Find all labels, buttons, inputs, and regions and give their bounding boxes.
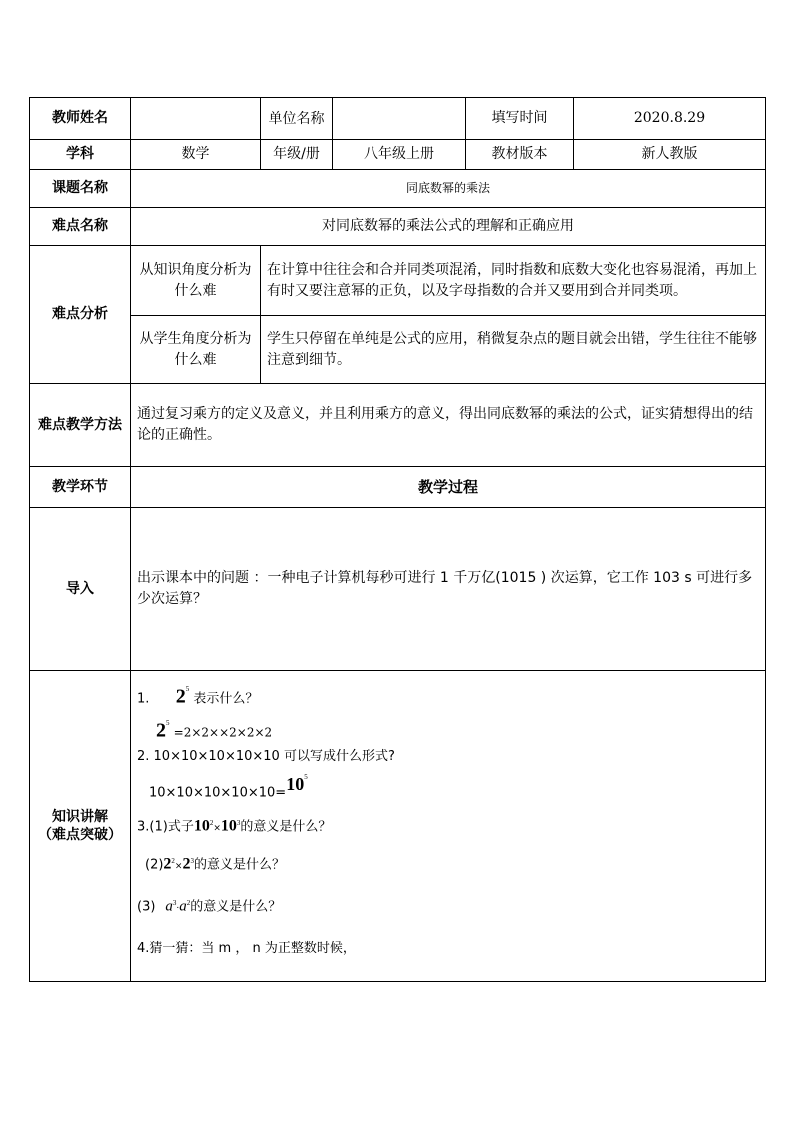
topic-label: 课题名称 <box>30 170 131 208</box>
intro-text: 出示课本中的问题 ：一种电子计算机每秒可进行 1 千万亿(1015 ) 次运算，它工作 103 s 可进行多少次运算？ <box>131 508 766 671</box>
topic-value: 同底数幂的乘法 <box>131 170 766 208</box>
q3-1-times: × <box>213 823 221 834</box>
row-teacher-info <box>30 98 766 140</box>
q1-text: 表示什么？ <box>193 691 259 707</box>
a2-base: 10 <box>286 774 305 795</box>
row-analysis-student <box>30 316 766 384</box>
analysis-label: 难点分析 <box>30 246 131 384</box>
process-label: 教学环节 <box>30 467 131 508</box>
a2-text: 10×10×10×10×10= <box>149 785 287 801</box>
q1-base: 2 <box>175 685 186 708</box>
student-angle-text: 学生只停留在单纯是公式的应用，稍微复杂点的题目就会出错，学生往往不能够注意到细节。 <box>261 316 766 384</box>
q3-3-suffix: 的意义是什么？ <box>190 899 282 915</box>
q3-1-suffix: 的意义是什么？ <box>240 819 332 835</box>
knowledge-label: 知识讲解 <box>52 809 108 825</box>
subject-label: 学科 <box>30 140 131 170</box>
knowledge-label-sub: （难点突破） <box>38 827 122 843</box>
q3-2-exp-a: 2 <box>171 857 175 865</box>
q3-3-exp-a: 3 <box>172 899 177 907</box>
row-method <box>30 384 766 467</box>
question-3-1 <box>137 805 759 841</box>
question-3-2 <box>137 841 759 881</box>
difficulty-label: 难点名称 <box>30 208 131 246</box>
q3-2-base-a: 2 <box>163 855 172 873</box>
knowledge-angle-label: 从知识角度分析为什么难 <box>131 246 261 316</box>
q3-2-suffix: 的意义是什么？ <box>193 857 285 873</box>
a1-base: 2 <box>156 719 166 742</box>
knowledge-label-cell <box>30 671 131 982</box>
teacher-label: 教师姓名 <box>30 98 131 140</box>
q3-2-times: × <box>174 861 183 872</box>
knowledge-content <box>131 671 766 982</box>
a2-exponent: 5 <box>304 773 308 781</box>
question-4: 4.猜一猜：当 m ， n 为正整数时候， <box>137 941 356 956</box>
q3-3-base-b: a <box>179 898 187 915</box>
q3-1-base-a: 10 <box>193 817 210 835</box>
grade-value: 八年级上册 <box>333 140 466 170</box>
q3-2-prefix: (2) <box>145 857 164 873</box>
unit-value <box>333 98 466 140</box>
answer-1 <box>137 713 759 745</box>
process-title: 教学过程 <box>131 467 766 508</box>
edition-label: 教材版本 <box>466 140 574 170</box>
row-process-header <box>30 467 766 508</box>
intro-label: 导入 <box>30 508 131 671</box>
student-angle-label: 从学生角度分析为什么难 <box>131 316 261 384</box>
row-intro <box>30 508 766 671</box>
q3-3-base-a: a <box>165 898 173 915</box>
date-value: 2020.8.29 <box>574 98 766 140</box>
q1-exponent: 5 <box>185 685 190 693</box>
question-1 <box>137 677 759 713</box>
q3-1-exp-b: 3 <box>236 819 241 827</box>
q3-2-base-b: 2 <box>182 855 191 873</box>
teacher-value <box>131 98 261 140</box>
difficulty-value: 对同底数幂的乘法公式的理解和正确应用 <box>131 208 766 246</box>
knowledge-angle-text: 在计算中往往会和合并同类项混淆，同时指数和底数大变化也容易混淆，再加上有时又要注意幂的正负，以及字母指数的合并又要用到合并同类项。 <box>261 246 766 316</box>
row-subject <box>30 140 766 170</box>
grade-label: 年级/册 <box>261 140 333 170</box>
date-label: 填写时间 <box>466 98 574 140</box>
method-text: 通过复习乘方的定义及意义，并且利用乘方的意义，得出同底数幂的乘法的公式，证实猜想得出的结论的正确性。 <box>131 384 766 467</box>
q3-3-dot: · <box>176 903 180 914</box>
lesson-plan-table <box>29 97 766 982</box>
q3-3-prefix: (3) <box>137 899 156 915</box>
row-analysis-knowledge <box>30 246 766 316</box>
question-3-3 <box>137 881 759 925</box>
method-label: 难点教学方法 <box>30 384 131 467</box>
q3-1-exp-a: 2 <box>209 819 214 827</box>
a1-exponent: 5 <box>166 719 170 727</box>
a1-text: =2×2××2×2×2 <box>173 725 273 740</box>
unit-label: 单位名称 <box>261 98 333 140</box>
edition-value: 新人教版 <box>574 140 766 170</box>
q3-2-exp-b: 3 <box>190 857 194 865</box>
subject-value: 数学 <box>131 140 261 170</box>
row-knowledge <box>30 671 766 982</box>
row-difficulty <box>30 208 766 246</box>
question-2: 2. 10×10×10×10×10 可以写成什么形式? <box>137 749 395 764</box>
q3-1-prefix: 3.(1)式子 <box>137 819 194 835</box>
answer-2 <box>137 769 759 805</box>
q3-1-base-b: 10 <box>220 817 237 835</box>
q1-number: 1. <box>137 691 150 707</box>
row-topic <box>30 170 766 208</box>
q3-3-exp-b: 2 <box>186 899 191 907</box>
